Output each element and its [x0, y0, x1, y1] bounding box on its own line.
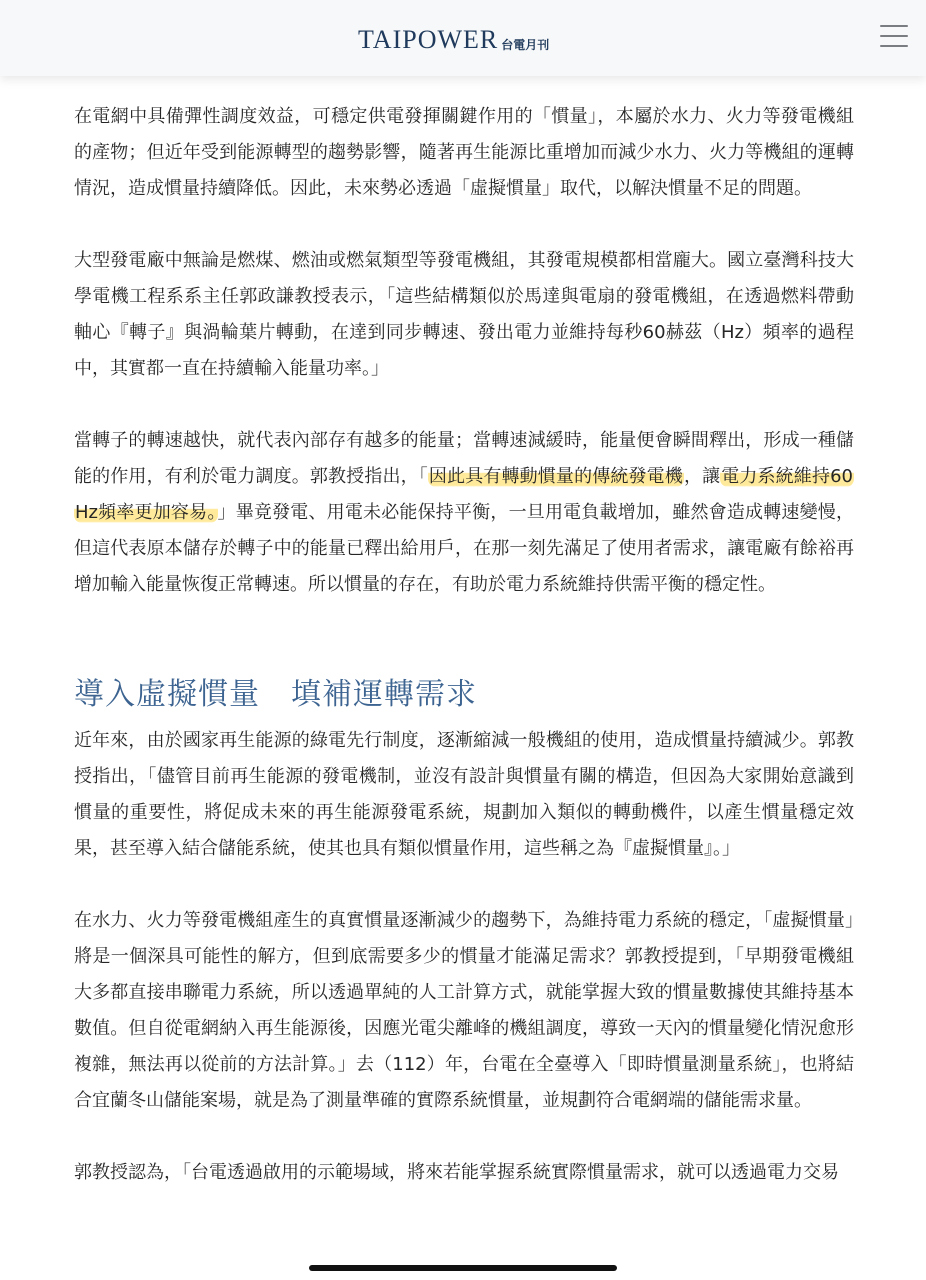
- highlighted-quote-1: 因此具有轉動慣量的傳統發電機: [428, 466, 683, 487]
- paragraph-3-text-before: 當轉子的轉速越快，就代表內部存有越多的能量；當轉速減緩時，能量便會瞬間釋出，形成一種儲能的作用，有利於電力調度。郭教授指出，「: [74, 430, 854, 487]
- taipower-logo[interactable]: [358, 27, 549, 53]
- paragraph-3-text-middle: ，讓: [683, 466, 721, 487]
- paragraph-3-text-after: 」畢竟發電、用電未必能保持平衡，一旦用電負載增加，雖然會造成轉速變慢，但這代表原本儲存於轉子中的能量已釋出給用戶，在那一刻先滿足了使用者需求，讓電廠有餘裕再增加輸入能量恢復正常轉速。所以慣量的存在，有助於電力系統維持供需平衡的穩定性。: [74, 502, 855, 595]
- article-paragraph-4: 近年來，由於國家再生能源的綠電先行制度，逐漸縮減一般機組的使用，造成慣量持續減少。郭教授指出，「儘管目前再生能源的發電機制，並沒有設計與慣量有關的構造，但因為大家開始意識到慣量的重要性，將促成未來的再生能源發電系統，規劃加入類似的轉動機件，以產生慣量穩定效果，甚至導入結合儲能系統，使其也具有類似慣量作用，這些稱之為『虛擬慣量』。」: [74, 730, 854, 859]
- article-paragraph-5: 在水力、火力等發電機組產生的真實慣量逐漸減少的趨勢下，為維持電力系統的穩定，「虛擬慣量」將是一個深具可能性的解方，但到底需要多少的慣量才能滿足需求？郭教授提到，「早期發電機組大多都直接串聯電力系統，所以透過單純的人工計算方式，就能掌握大致的慣量數據使其維持基本數值。但自從電網納入再生能源後，因應光電尖離峰的機組調度，導致一天內的慣量變化情況愈形複雜，無法再以從前的方法計算。」去（112）年，台電在全臺導入「即時慣量測量系統」，也將結合宜蘭冬山儲能案場，就是為了測量準確的實際系統慣量，並規劃符合電網端的儲能需求量。: [74, 910, 854, 1111]
- highlighted-quote-2: 電力系統維持60Hz頻率更加容易。: [75, 466, 854, 523]
- article-body: [74, 99, 854, 1191]
- logo-english-text: TAIPOWER: [358, 25, 499, 54]
- home-indicator-bar[interactable]: [309, 1265, 617, 1271]
- article-paragraph-2: 大型發電廠中無論是燃煤、燃油或燃氣類型等發電機組，其發電規模都相當龐大。國立臺灣科技大學電機工程系系主任郭政謙教授表示，「這些結構類似於馬達與電扇的發電機組，在透過燃料帶動軸心『轉子』與渦輪葉片轉動，在達到同步轉速、發出電力並維持每秒60赫茲（Hz）頻率的過程中，其實都一直在持續輸入能量功率。」: [74, 250, 854, 379]
- hamburger-menu-icon[interactable]: [880, 24, 910, 48]
- article-paragraph-3: [74, 423, 854, 603]
- logo-chinese-text: 台電月刊: [501, 38, 550, 52]
- top-navigation-bar: [0, 0, 926, 76]
- section-title: 導入虛擬慣量 填補運轉需求: [74, 677, 477, 712]
- article-paragraph-6: 郭教授認為，「台電透過啟用的示範場域，將來若能掌握系統實際慣量需求，就可以透過電力交易: [74, 1162, 839, 1183]
- article-paragraph-1: 在電網中具備彈性調度效益，可穩定供電發揮關鍵作用的「慣量」，本屬於水力、火力等發電機組的產物；但近年受到能源轉型的趨勢影響，隨著再生能源比重增加而減少水力、火力等機組的運轉情況，造成慣量持續降低。因此，未來勢必透過「虛擬慣量」取代，以解決慣量不足的問題。: [74, 106, 854, 199]
